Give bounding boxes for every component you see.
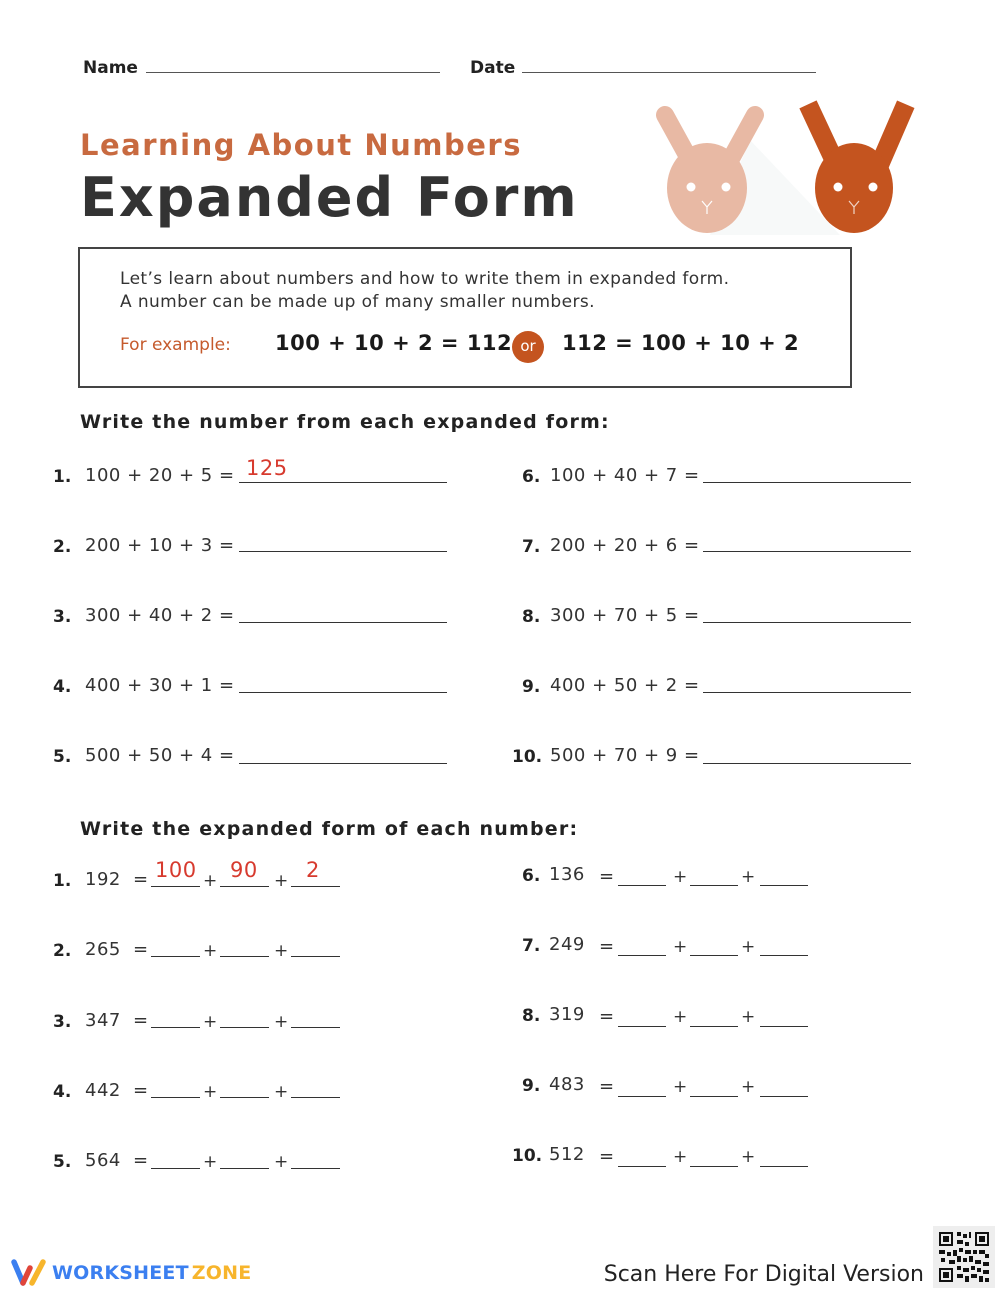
s2-item-9-blank-3[interactable] [760,1096,808,1097]
s2-item-4-number: 4. [53,1082,72,1102]
scan-instruction: Scan Here For Digital Version [603,1262,924,1287]
s2-item-3-blank-1[interactable] [151,1027,200,1028]
s1-item-8-expression: 300 + 70 + 5 = [550,605,700,626]
s2-item-1-blank-3[interactable] [291,886,340,887]
s2-item-6-plus-2: + [741,867,756,887]
s2-item-3-plus-1: + [203,1012,218,1032]
s2-item-3-plus-2: + [274,1012,289,1032]
s2-item-4-equals: = [133,1080,149,1101]
s2-item-10-plus-1: + [673,1147,688,1167]
intro-line-1: Let’s learn about numbers and how to write them in expanded form. [120,269,730,289]
example-equation-left: 100 + 10 + 2 = 112 [275,331,513,355]
s2-item-3-value: 347 [85,1010,121,1031]
s2-item-1-value: 192 [85,869,121,890]
page-title: Expanded Form [80,166,579,229]
s2-item-5-blank-3[interactable] [291,1168,340,1169]
s2-item-5-blank-1[interactable] [151,1168,200,1169]
s2-item-5-value: 564 [85,1150,121,1171]
s2-item-4-value: 442 [85,1080,121,1101]
s2-item-7-number: 7. [522,936,541,956]
s1-item-9-number: 9. [522,677,541,697]
s2-item-5-blank-2[interactable] [220,1168,269,1169]
s2-item-8-equals: = [599,1006,615,1027]
s2-item-7-plus-1: + [673,937,688,957]
s1-item-4-number: 4. [53,677,72,697]
s2-item-5-plus-1: + [203,1152,218,1172]
s2-item-3-number: 3. [53,1012,72,1032]
s2-item-2-blank-1[interactable] [151,956,200,957]
intro-box [78,247,852,388]
s2-item-1-blank-1[interactable] [151,886,200,887]
s2-item-9-number: 9. [522,1076,541,1096]
s1-item-8-answer-line[interactable] [703,622,911,623]
s2-item-2-blank-3[interactable] [291,956,340,957]
s2-item-7-blank-2[interactable] [690,955,738,956]
s2-item-7-value: 249 [549,934,585,955]
s1-item-1-expression: 100 + 20 + 5 = [85,465,235,486]
s1-item-5-expression: 500 + 50 + 4 = [85,745,235,766]
s2-item-2-blank-2[interactable] [220,956,269,957]
s2-item-7-plus-2: + [741,937,756,957]
s1-item-3-number: 3. [53,607,72,627]
s1-item-2-answer-line[interactable] [239,551,447,552]
name-label: Name [83,58,138,78]
s1-item-9-answer-line[interactable] [703,692,911,693]
dark-bunny-icon [812,113,902,233]
s1-item-6-number: 6. [522,467,541,487]
section1-heading: Write the number from each expanded form: [80,411,610,433]
s1-item-6-answer-line[interactable] [703,482,911,483]
s2-item-2-number: 2. [53,941,72,961]
s2-item-3-equals: = [133,1010,149,1031]
date-field[interactable] [522,72,816,73]
s2-item-10-blank-3[interactable] [760,1166,808,1167]
s2-item-7-equals: = [599,936,615,957]
s2-item-6-equals: = [599,866,615,887]
section2-heading: Write the expanded form of each number: [80,818,579,840]
s2-item-1-plus-2: + [274,871,289,891]
s2-item-9-plus-1: + [673,1077,688,1097]
s1-item-1-answer: 125 [246,456,288,480]
s2-item-6-blank-3[interactable] [760,885,808,886]
s2-item-8-plus-1: + [673,1007,688,1027]
s1-item-9-expression: 400 + 50 + 2 = [550,675,700,696]
or-badge: or [512,331,544,363]
name-field[interactable] [146,72,440,73]
bunnies-illustration [640,95,930,245]
s2-item-1-plus-1: + [203,871,218,891]
s2-item-10-blank-2[interactable] [690,1166,738,1167]
s2-item-8-number: 8. [522,1006,541,1026]
s1-item-7-number: 7. [522,537,541,557]
s2-item-1-equals: = [133,869,149,890]
example-label: For example: [120,335,231,355]
s2-item-4-blank-1[interactable] [151,1097,200,1098]
s2-item-4-blank-2[interactable] [220,1097,269,1098]
s1-item-3-expression: 300 + 40 + 2 = [85,605,235,626]
s2-item-5-plus-2: + [274,1152,289,1172]
intro-line-2: A number can be made up of many smaller numbers. [120,292,595,312]
s2-item-8-blank-2[interactable] [690,1026,738,1027]
s2-item-1-number: 1. [53,871,72,891]
s1-item-6-expression: 100 + 40 + 7 = [550,465,700,486]
s1-item-10-answer-line[interactable] [703,763,911,764]
s1-item-10-expression: 500 + 70 + 9 = [550,745,700,766]
logo-text-zone: ZONE [191,1262,252,1284]
s2-item-1-answer-1: 100 [155,858,197,882]
s2-item-7-blank-1[interactable] [618,955,666,956]
s2-item-9-value: 483 [549,1074,585,1095]
s2-item-6-number: 6. [522,866,541,886]
s2-item-5-number: 5. [53,1152,72,1172]
s1-item-1-number: 1. [53,467,72,487]
s2-item-10-plus-2: + [741,1147,756,1167]
s2-item-9-plus-2: + [741,1077,756,1097]
s2-item-6-blank-1[interactable] [618,885,666,886]
s2-item-1-blank-2[interactable] [220,886,269,887]
s2-item-9-equals: = [599,1076,615,1097]
date-label: Date [470,58,516,78]
worksheet-zone-logo-icon [10,1258,48,1288]
qr-code-icon[interactable] [933,1226,995,1288]
s2-item-6-blank-2[interactable] [690,885,738,886]
s1-item-7-answer-line[interactable] [703,551,911,552]
s2-item-2-equals: = [133,939,149,960]
s2-item-4-plus-2: + [274,1082,289,1102]
s2-item-6-plus-1: + [673,867,688,887]
s2-item-6-value: 136 [549,864,585,885]
s2-item-1-answer-3: 2 [306,858,320,882]
s2-item-2-value: 265 [85,939,121,960]
s1-item-4-answer-line[interactable] [239,692,447,693]
s1-item-4-expression: 400 + 30 + 1 = [85,675,235,696]
example-equation-right: 112 = 100 + 10 + 2 [562,331,800,355]
s2-item-3-blank-2[interactable] [220,1027,269,1028]
s2-item-9-blank-2[interactable] [690,1096,738,1097]
s2-item-10-blank-1[interactable] [618,1166,666,1167]
s2-item-10-equals: = [599,1146,615,1167]
s1-item-1-answer-line[interactable] [239,482,447,483]
s2-item-2-plus-2: + [274,941,289,961]
s1-item-10-number: 10. [512,747,543,767]
logo-text-worksheet: WORKSHEET [52,1262,189,1284]
s1-item-7-expression: 200 + 20 + 6 = [550,535,700,556]
s2-item-3-blank-3[interactable] [291,1027,340,1028]
s1-item-2-number: 2. [53,537,72,557]
s2-item-8-value: 319 [549,1004,585,1025]
s2-item-8-blank-1[interactable] [618,1026,666,1027]
s1-item-8-number: 8. [522,607,541,627]
s2-item-8-plus-2: + [741,1007,756,1027]
s1-item-5-number: 5. [53,747,72,767]
s2-item-9-blank-1[interactable] [618,1096,666,1097]
worksheet-zone-logo[interactable] [10,1258,251,1288]
s2-item-5-equals: = [133,1150,149,1171]
s2-item-8-blank-3[interactable] [760,1026,808,1027]
s1-item-5-answer-line[interactable] [239,763,447,764]
s2-item-4-plus-1: + [203,1082,218,1102]
s2-item-2-plus-1: + [203,941,218,961]
s2-item-1-answer-2: 90 [230,858,258,882]
s2-item-10-number: 10. [512,1146,543,1166]
s1-item-2-expression: 200 + 10 + 3 = [85,535,235,556]
s2-item-10-value: 512 [549,1144,585,1165]
s2-item-7-blank-3[interactable] [760,955,808,956]
subtitle: Learning About Numbers [80,128,522,162]
s1-item-3-answer-line[interactable] [239,622,447,623]
s2-item-4-blank-3[interactable] [291,1097,340,1098]
